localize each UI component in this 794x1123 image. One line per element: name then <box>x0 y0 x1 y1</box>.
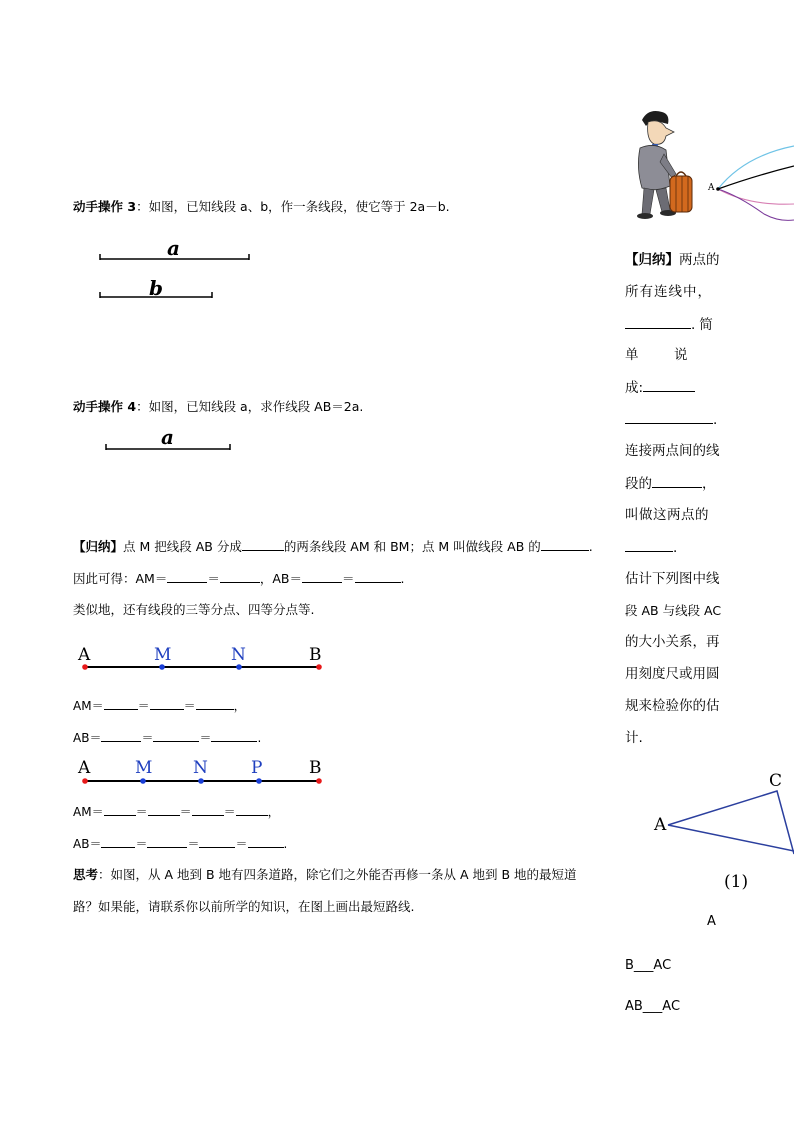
blank[interactable] <box>220 570 260 583</box>
side-l7: 连接两点间的线 <box>625 443 720 459</box>
op4-paragraph <box>73 399 363 415</box>
line1-label-a: A <box>78 645 91 665</box>
side-l2: 所有连线中， <box>625 284 712 300</box>
side-l9: 叫做这两点的 <box>625 507 709 523</box>
point-b-dot <box>316 778 322 784</box>
answer-a-label: A <box>707 914 716 929</box>
line2-label-a: A <box>78 758 91 778</box>
blank[interactable] <box>248 835 284 848</box>
segment-b <box>95 290 220 302</box>
eq1-ab: AB＝ ＝ ＝ . <box>73 731 262 745</box>
line1-label-n: N <box>231 645 246 665</box>
segment-a <box>95 252 255 264</box>
point-n-dot <box>198 778 204 784</box>
compare-1: B___AC <box>625 958 672 973</box>
eq2-am: AM＝ ＝ ＝ ＝ ， <box>73 805 280 819</box>
summary-line-1: 【归纳】点 M 把线段 AB 分成 的两条线段 AM 和 BM；点 M 叫做线段 AB 的 . <box>73 539 593 554</box>
summary-line-3: 类似地，还有线段的三等分点、四等分点等. <box>73 602 315 617</box>
think-label: 思考 <box>73 867 99 882</box>
roads-diagram <box>704 136 794 226</box>
compare-2: AB___AC <box>625 999 681 1014</box>
blank[interactable] <box>192 803 224 816</box>
blank[interactable] <box>101 835 135 848</box>
blank[interactable] <box>104 803 136 816</box>
line1-label-m: M <box>154 645 172 665</box>
side-l4b: 说 <box>674 347 710 363</box>
side-l11: 估计下列图中线 <box>625 571 720 587</box>
line2-label-p: P <box>251 758 263 778</box>
think-line-2: 路？如果能，请联系你以前所学的知识，在图上画出最短路线. <box>73 899 415 914</box>
side-l16: 计. <box>625 730 643 746</box>
triangle-label-a: A <box>654 815 667 835</box>
road-label-a: A <box>708 183 715 193</box>
blank[interactable] <box>150 697 184 710</box>
blank[interactable] <box>302 570 342 583</box>
side-l4a: 单 <box>625 347 639 363</box>
eq1-am: AM＝ ＝ ＝ ， <box>73 699 246 713</box>
op4-text: ：如图，已知线段 a，求作线段 AB＝2a. <box>136 399 364 414</box>
side-l14: 用刻度尺或用圆 <box>625 666 720 682</box>
figure-caption: (1) <box>724 872 749 892</box>
blank[interactable] <box>101 729 141 742</box>
point-b-dot <box>316 664 322 670</box>
blank[interactable] <box>625 316 691 329</box>
side-l13: 的大小关系，再 <box>625 634 720 650</box>
blank[interactable] <box>167 570 207 583</box>
triangle-figure <box>660 780 794 860</box>
op4-label: 动手操作 4 <box>73 399 137 414</box>
op3-label: 动手操作 3 <box>73 199 137 214</box>
side-l5: 成: <box>625 379 695 396</box>
segment-a-label: a <box>167 236 180 260</box>
blank[interactable] <box>104 697 138 710</box>
blank[interactable] <box>652 475 702 488</box>
segment-b-label: b <box>149 276 163 300</box>
side-l12: 段 AB 与线段 AC <box>625 603 722 618</box>
man-with-suitcase-illustration <box>626 104 696 224</box>
blank[interactable] <box>355 570 401 583</box>
blank[interactable] <box>625 539 673 552</box>
line2-label-b: B <box>309 758 322 778</box>
summary-line-2: 因此可得：AM＝ ＝ ，AB＝ ＝ . <box>73 571 405 586</box>
segment-a2-label: a <box>161 425 174 449</box>
side-l3: .简 <box>625 316 717 333</box>
point-p-dot <box>256 778 262 784</box>
op3-text: ：如图，已知线段 a、b，作一条线段，使它等于 2a－b. <box>136 199 450 214</box>
point-a-dot <box>82 664 88 670</box>
blank[interactable] <box>643 379 695 392</box>
blank[interactable] <box>148 803 180 816</box>
side-l6: . <box>625 411 717 428</box>
point-line-1 <box>70 640 330 680</box>
blank[interactable] <box>242 538 284 551</box>
blank[interactable] <box>211 729 257 742</box>
blank[interactable] <box>196 697 234 710</box>
summary-bracket: 【归纳】 <box>73 539 124 554</box>
blank[interactable] <box>147 835 187 848</box>
triangle-label-c: C <box>769 771 783 791</box>
line1-label-b: B <box>309 645 322 665</box>
point-n-dot <box>236 664 242 670</box>
side-l8: 段的 ， <box>625 476 716 492</box>
point-a-dot <box>82 778 88 784</box>
point-m-dot <box>159 664 165 670</box>
blank[interactable] <box>153 729 199 742</box>
side-l15: 规来检验你的估 <box>625 698 720 714</box>
think-line-1: 思考：如图，从 A 地到 B 地有四条道路，除它们之外能否再修一条从 A 地到 B 地的最短道 <box>73 867 577 882</box>
side-l10: . <box>625 539 677 556</box>
line2-label-m: M <box>135 758 153 778</box>
blank[interactable] <box>236 803 268 816</box>
op3-paragraph <box>73 199 450 215</box>
blank[interactable] <box>541 538 589 551</box>
side-l1: 【归纳】两点的 <box>625 252 720 268</box>
blank[interactable] <box>625 411 713 424</box>
eq2-ab: AB＝ ＝ ＝ ＝ . <box>73 837 288 851</box>
segment-a2 <box>101 442 236 454</box>
blank[interactable] <box>199 835 235 848</box>
point-m-dot <box>140 778 146 784</box>
line2-label-n: N <box>193 758 208 778</box>
